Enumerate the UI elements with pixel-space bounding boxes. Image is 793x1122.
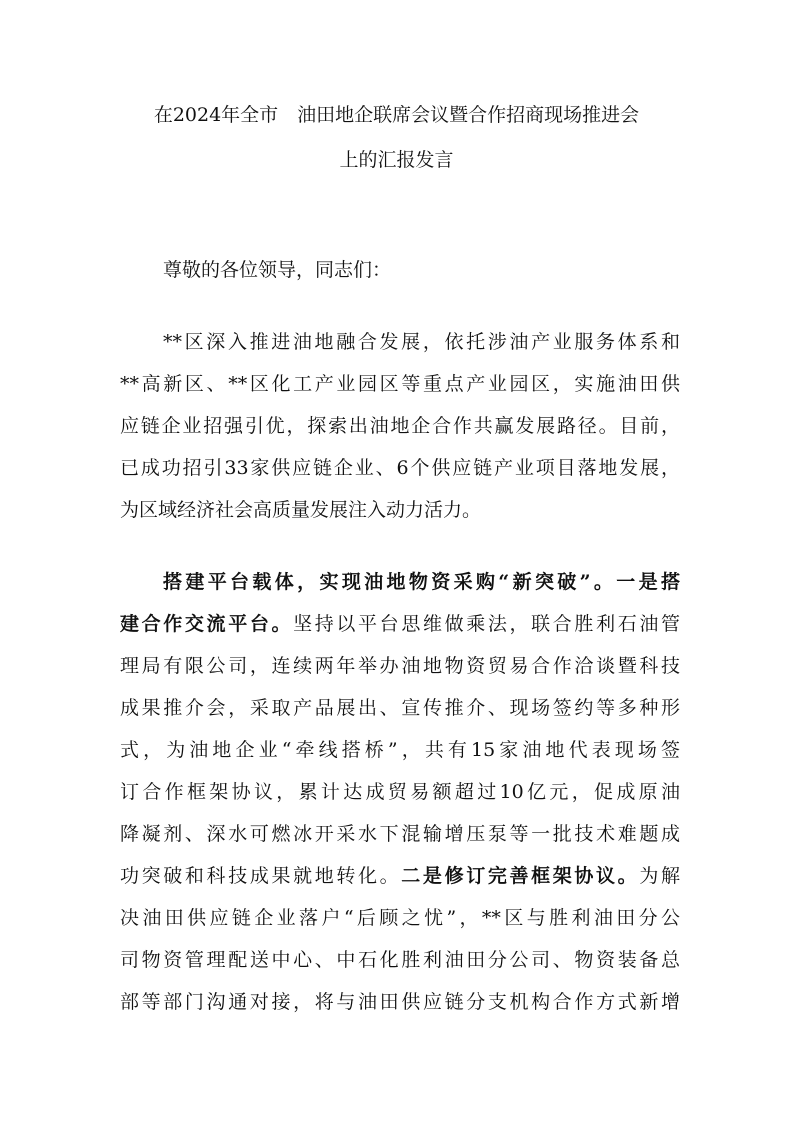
bold-subheading: 二是修订完善框架协议。 [401, 865, 640, 887]
paragraph-2-line: 司物资管理配送中心、中石化胜利油田分公司、物资装备总 [120, 949, 680, 971]
paragraph-2-line: 式，为油地企业“牵线搭桥”，共有15家油地代表现场签 [120, 739, 680, 761]
paragraph-2-text: 功突破和科技成果就地转化。 [120, 865, 402, 887]
paragraph-2-text: 坚持以平台思维做乘法，联合胜利石油管 [293, 613, 680, 635]
paragraph-1-line: 应链企业招强引优，探索出油地企合作共赢发展路径。目前， [120, 415, 680, 437]
paragraph-1-line: **区深入推进油地融合发展，依托涉油产业服务体系和 [163, 331, 680, 353]
paragraph-2-line: 成果推介会，采取产品展出、宣传推介、现场签约等多种形 [120, 697, 680, 719]
paragraph-2-line: 决油田供应链企业落户“后顾之忧”，**区与胜利油田分公 [120, 907, 680, 929]
document-title-line-1: 在2024年全市 油田地企联席会议暨合作招商现场推进会 [153, 104, 640, 126]
paragraph-2-line: 部等部门沟通对接，将与油田供应链分支机构合作方式新增 [120, 991, 680, 1013]
paragraph-2-line [120, 615, 680, 634]
bold-subheading: 建合作交流平台。 [120, 613, 294, 635]
paragraph-2-heading-line [163, 573, 680, 592]
paragraph-2-line [120, 867, 680, 886]
document-title-line-2: 上的汇报发言 [339, 149, 454, 171]
paragraph-2-line: 订合作框架协议，累计达成贸易额超过10亿元，促成原油 [120, 781, 680, 803]
paragraph-2-text: 为解 [639, 865, 680, 887]
paragraph-2-line: 理局有限公司，连续两年举办油地物资贸易合作洽谈暨科技 [120, 655, 680, 677]
paragraph-1-line: 已成功招引33家供应链企业、6个供应链产业项目落地发展， [120, 457, 680, 479]
paragraph-1-line: **高新区、**区化工产业园区等重点产业园区，实施油田供 [120, 373, 680, 395]
salutation: 尊敬的各位领导，同志们： [163, 259, 392, 281]
paragraph-1-line: 为区域经济社会高质量发展注入动力活力。 [120, 499, 482, 521]
paragraph-2-line: 降凝剂、深水可燃冰开采水下混输增压泵等一批技术难题成 [120, 823, 680, 845]
bold-heading: 搭建平台载体，实现油地物资采购“新突破”。一是搭 [163, 571, 680, 593]
